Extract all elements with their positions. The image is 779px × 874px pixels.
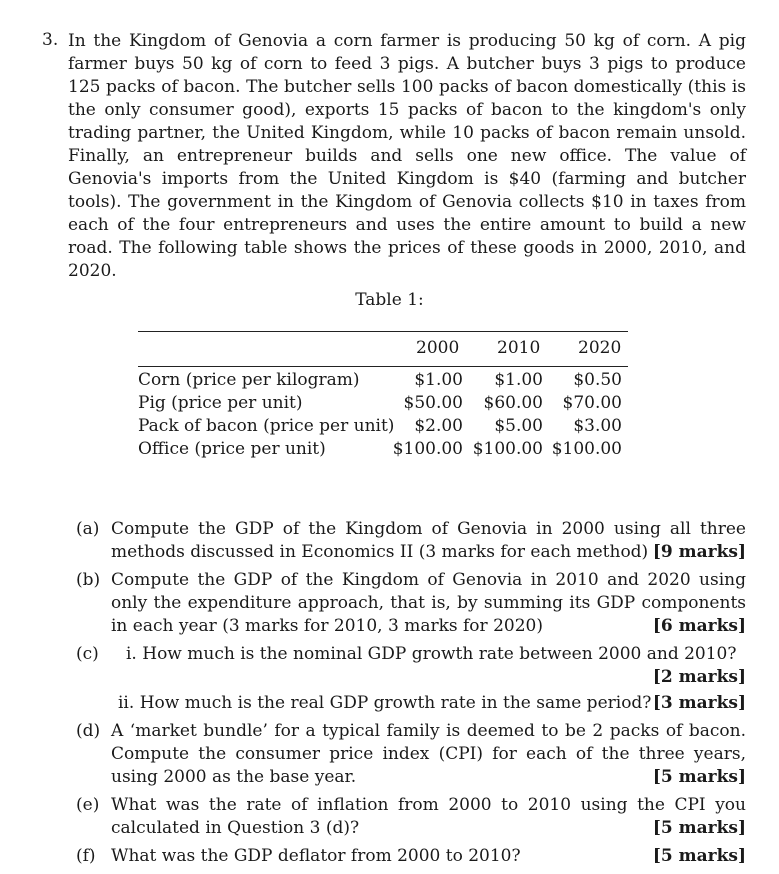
table-cell: $0.50 — [573, 370, 622, 390]
table-cell: $5.00 — [494, 416, 543, 436]
marks-label: [2 marks] — [652, 667, 746, 687]
table-cell: $60.00 — [483, 393, 543, 413]
table-cell: $1.00 — [494, 370, 543, 390]
part-c — [76, 643, 746, 689]
table-row-label: Pig (price per unit) — [138, 393, 303, 413]
marks-label: [9 marks] — [652, 542, 746, 562]
subpart-label: i. — [126, 644, 137, 664]
marks-label: [5 marks] — [652, 818, 746, 838]
marks-label: [5 marks] — [652, 767, 746, 787]
part-text: What was the GDP deflator from 2000 to 2010? — [111, 846, 521, 866]
part-b — [76, 569, 746, 638]
table-cell: $1.00 — [414, 370, 463, 390]
table-cell: $3.00 — [573, 416, 622, 436]
part-c-ii — [76, 692, 746, 715]
part-text: Compute the GDP of the Kingdom of Genovia in 2010 and 2020 using only the expenditure approach, that is, by summing its GDP components in each year (3 marks for 2010, 3 marks for 2020) — [111, 570, 746, 636]
table-header-2000: 2000 — [416, 338, 460, 358]
table-caption: Table 1: — [355, 290, 424, 310]
marks-label: [3 marks] — [652, 693, 746, 713]
subpart-text: How much is the nominal GDP growth rate between 2000 and 2010? — [142, 644, 737, 664]
part-label: (e) — [76, 795, 100, 815]
question-number: 3. — [42, 30, 59, 50]
table-cell: $50.00 — [403, 393, 463, 413]
part-label: (a) — [76, 519, 100, 539]
subpart-text: How much is the real GDP growth rate in the same period? — [139, 693, 652, 713]
table-header-rule — [138, 366, 628, 367]
question-paragraph: In the Kingdom of Genovia a corn farmer is producing 50 kg of corn. A pig farmer buys 50 kg of corn to feed 3 pigs. A butcher buys 3 pigs to produce 125 packs of bacon. The butcher sells 100 packs of bacon domestically (this is the only consumer good), exports 15 packs of bacon to the kingdom's only trading partner, the United Kingdom, while 10 packs of bacon remain unsold. Finally, an entrepreneur builds and sells one new office. The value of Genovia's imports from the United Kingdom is $40 (farming and butcher tools). The government in the Kingdom of Genovia collects $10 in taxes from each of the four entrepreneurs and uses the entire amount to build a new road. The following table shows the prices of these goods in 2000, 2010, and 2020. — [68, 31, 746, 281]
part-label: (d) — [76, 721, 101, 741]
table-top-rule — [138, 331, 628, 332]
table-row-label: Corn (price per kilogram) — [138, 370, 360, 390]
part-label: (b) — [76, 570, 101, 590]
part-label: (c) — [76, 644, 99, 664]
part-d — [76, 720, 746, 789]
part-a — [76, 518, 746, 564]
part-text: What was the rate of inflation from 2000 to 2010 using the CPI you calculated in Question 3 (d)? — [111, 795, 746, 838]
part-text: A ‘market bundle’ for a typical family is deemed to be 2 packs of bacon. Compute the consumer price index (CPI) for each of the three years, using 2000 as the base year. — [111, 721, 746, 787]
part-f — [76, 845, 746, 868]
table-row-label: Pack of bacon (price per unit) — [138, 416, 395, 436]
part-e — [76, 794, 746, 840]
table-cell: $100.00 — [551, 439, 622, 459]
table-header-2020: 2020 — [578, 338, 622, 358]
marks-label: [5 marks] — [652, 846, 746, 866]
marks-label: [6 marks] — [652, 616, 746, 636]
part-text: Compute the GDP of the Kingdom of Genovia in 2000 using all three methods discussed in Economics II (3 marks for each method) — [111, 519, 746, 562]
part-label: (f) — [76, 846, 96, 866]
question-parts — [76, 518, 746, 868]
table-cell: $100.00 — [472, 439, 543, 459]
table-cell: $2.00 — [414, 416, 463, 436]
subpart-label: ii. — [118, 693, 135, 713]
table-cell: $100.00 — [392, 439, 463, 459]
table-header-2010: 2010 — [497, 338, 541, 358]
table-row-label: Office (price per unit) — [138, 439, 326, 459]
table-cell: $70.00 — [562, 393, 622, 413]
